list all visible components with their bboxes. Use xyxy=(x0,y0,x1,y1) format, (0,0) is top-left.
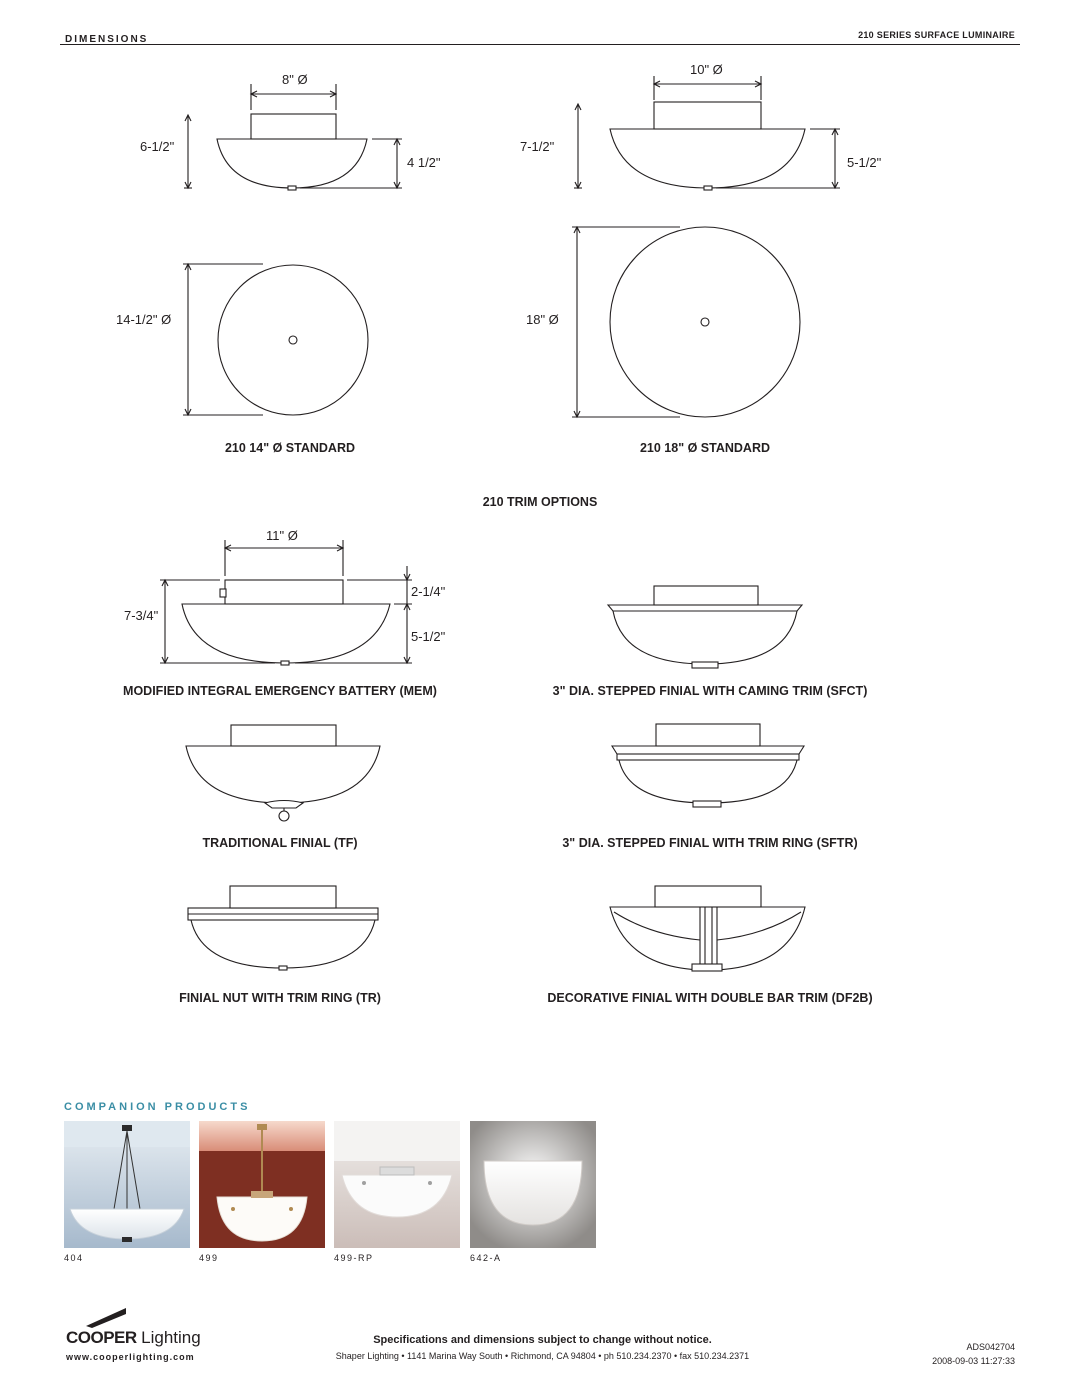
document-date: 2008-09-03 11:27:33 xyxy=(932,1356,1015,1366)
dim-width-18: 10" Ø xyxy=(690,62,723,77)
caption-sfct: 3" DIA. STEPPED FINIAL WITH CAMING TRIM (SFCT) xyxy=(552,684,868,698)
notice-text: Specifications and dimensions subject to change without notice. xyxy=(373,1334,712,1346)
product-label-642-a[interactable]: 642-A xyxy=(470,1253,502,1263)
sfct-view xyxy=(608,586,802,668)
product-title: 210 SERIES SURFACE LUMINAIRE xyxy=(858,30,1015,40)
dim-diameter-18: 18" Ø xyxy=(526,312,559,327)
product-label-404[interactable]: 404 xyxy=(64,1253,84,1263)
trim-options-title: 210 TRIM OPTIONS xyxy=(482,495,598,509)
caption-18in: 210 18" Ø STANDARD xyxy=(639,441,771,455)
cooper-lighting-logo[interactable] xyxy=(66,1308,201,1347)
dim-bowl-mem: 5-1/2" xyxy=(411,629,446,644)
tf-view xyxy=(186,725,380,821)
logo-mark-icon xyxy=(86,1308,126,1328)
dim-height-mem: 7-3/4" xyxy=(124,608,159,623)
companion-products-title: COMPANION PRODUCTS xyxy=(64,1101,251,1113)
side-view-18in xyxy=(520,62,882,190)
side-view-14in xyxy=(140,72,441,190)
mem-view xyxy=(124,528,446,665)
df2b-view xyxy=(610,886,805,971)
logo-brand: COOPER xyxy=(66,1328,137,1347)
dim-bowl-18: 5-1/2" xyxy=(847,155,882,170)
document-id: ADS042704 xyxy=(966,1342,1015,1352)
dim-canopy-mem: 2-1/4" xyxy=(411,584,446,599)
product-photo-642-a[interactable] xyxy=(470,1121,596,1248)
sftr-view xyxy=(612,724,804,807)
logo-suffix: Lighting xyxy=(141,1328,201,1347)
product-photo-404[interactable] xyxy=(64,1121,190,1248)
caption-tr: FINIAL NUT WITH TRIM RING (TR) xyxy=(179,991,381,1005)
caption-df2b: DECORATIVE FINIAL WITH DOUBLE BAR TRIM (DF2B) xyxy=(547,991,873,1005)
dim-height-14: 6-1/2" xyxy=(140,139,175,154)
product-label-499-rp[interactable]: 499-RP xyxy=(334,1253,374,1263)
caption-mem: MODIFIED INTEGRAL EMERGENCY BATTERY (MEM) xyxy=(123,684,437,698)
section-title: DIMENSIONS xyxy=(65,34,149,45)
address-text: Shaper Lighting • 1141 Marina Way South • Richmond, CA 94804 • ph 510.234.2370 • fax 510.234.2371 xyxy=(335,1351,750,1361)
top-view-14in xyxy=(116,264,368,415)
dim-width-14: 8" Ø xyxy=(282,72,308,87)
dim-diameter-14: 14-1/2" Ø xyxy=(116,312,172,327)
dim-height-18: 7-1/2" xyxy=(520,139,555,154)
top-view-18in xyxy=(526,227,800,417)
dim-bowl-14: 4 1/2" xyxy=(407,155,441,170)
caption-sftr: 3" DIA. STEPPED FINIAL WITH TRIM RING (SFTR) xyxy=(562,836,858,850)
tr-view xyxy=(188,886,378,970)
product-photo-499-rp[interactable] xyxy=(334,1121,460,1248)
product-photo-499[interactable] xyxy=(199,1121,325,1248)
website-link[interactable]: www.cooperlighting.com xyxy=(66,1352,195,1362)
caption-tf: TRADITIONAL FINIAL (TF) xyxy=(202,836,358,850)
caption-14in: 210 14" Ø STANDARD xyxy=(224,441,356,455)
dim-width-mem: 11" Ø xyxy=(266,528,298,543)
product-label-499[interactable]: 499 xyxy=(199,1253,219,1263)
